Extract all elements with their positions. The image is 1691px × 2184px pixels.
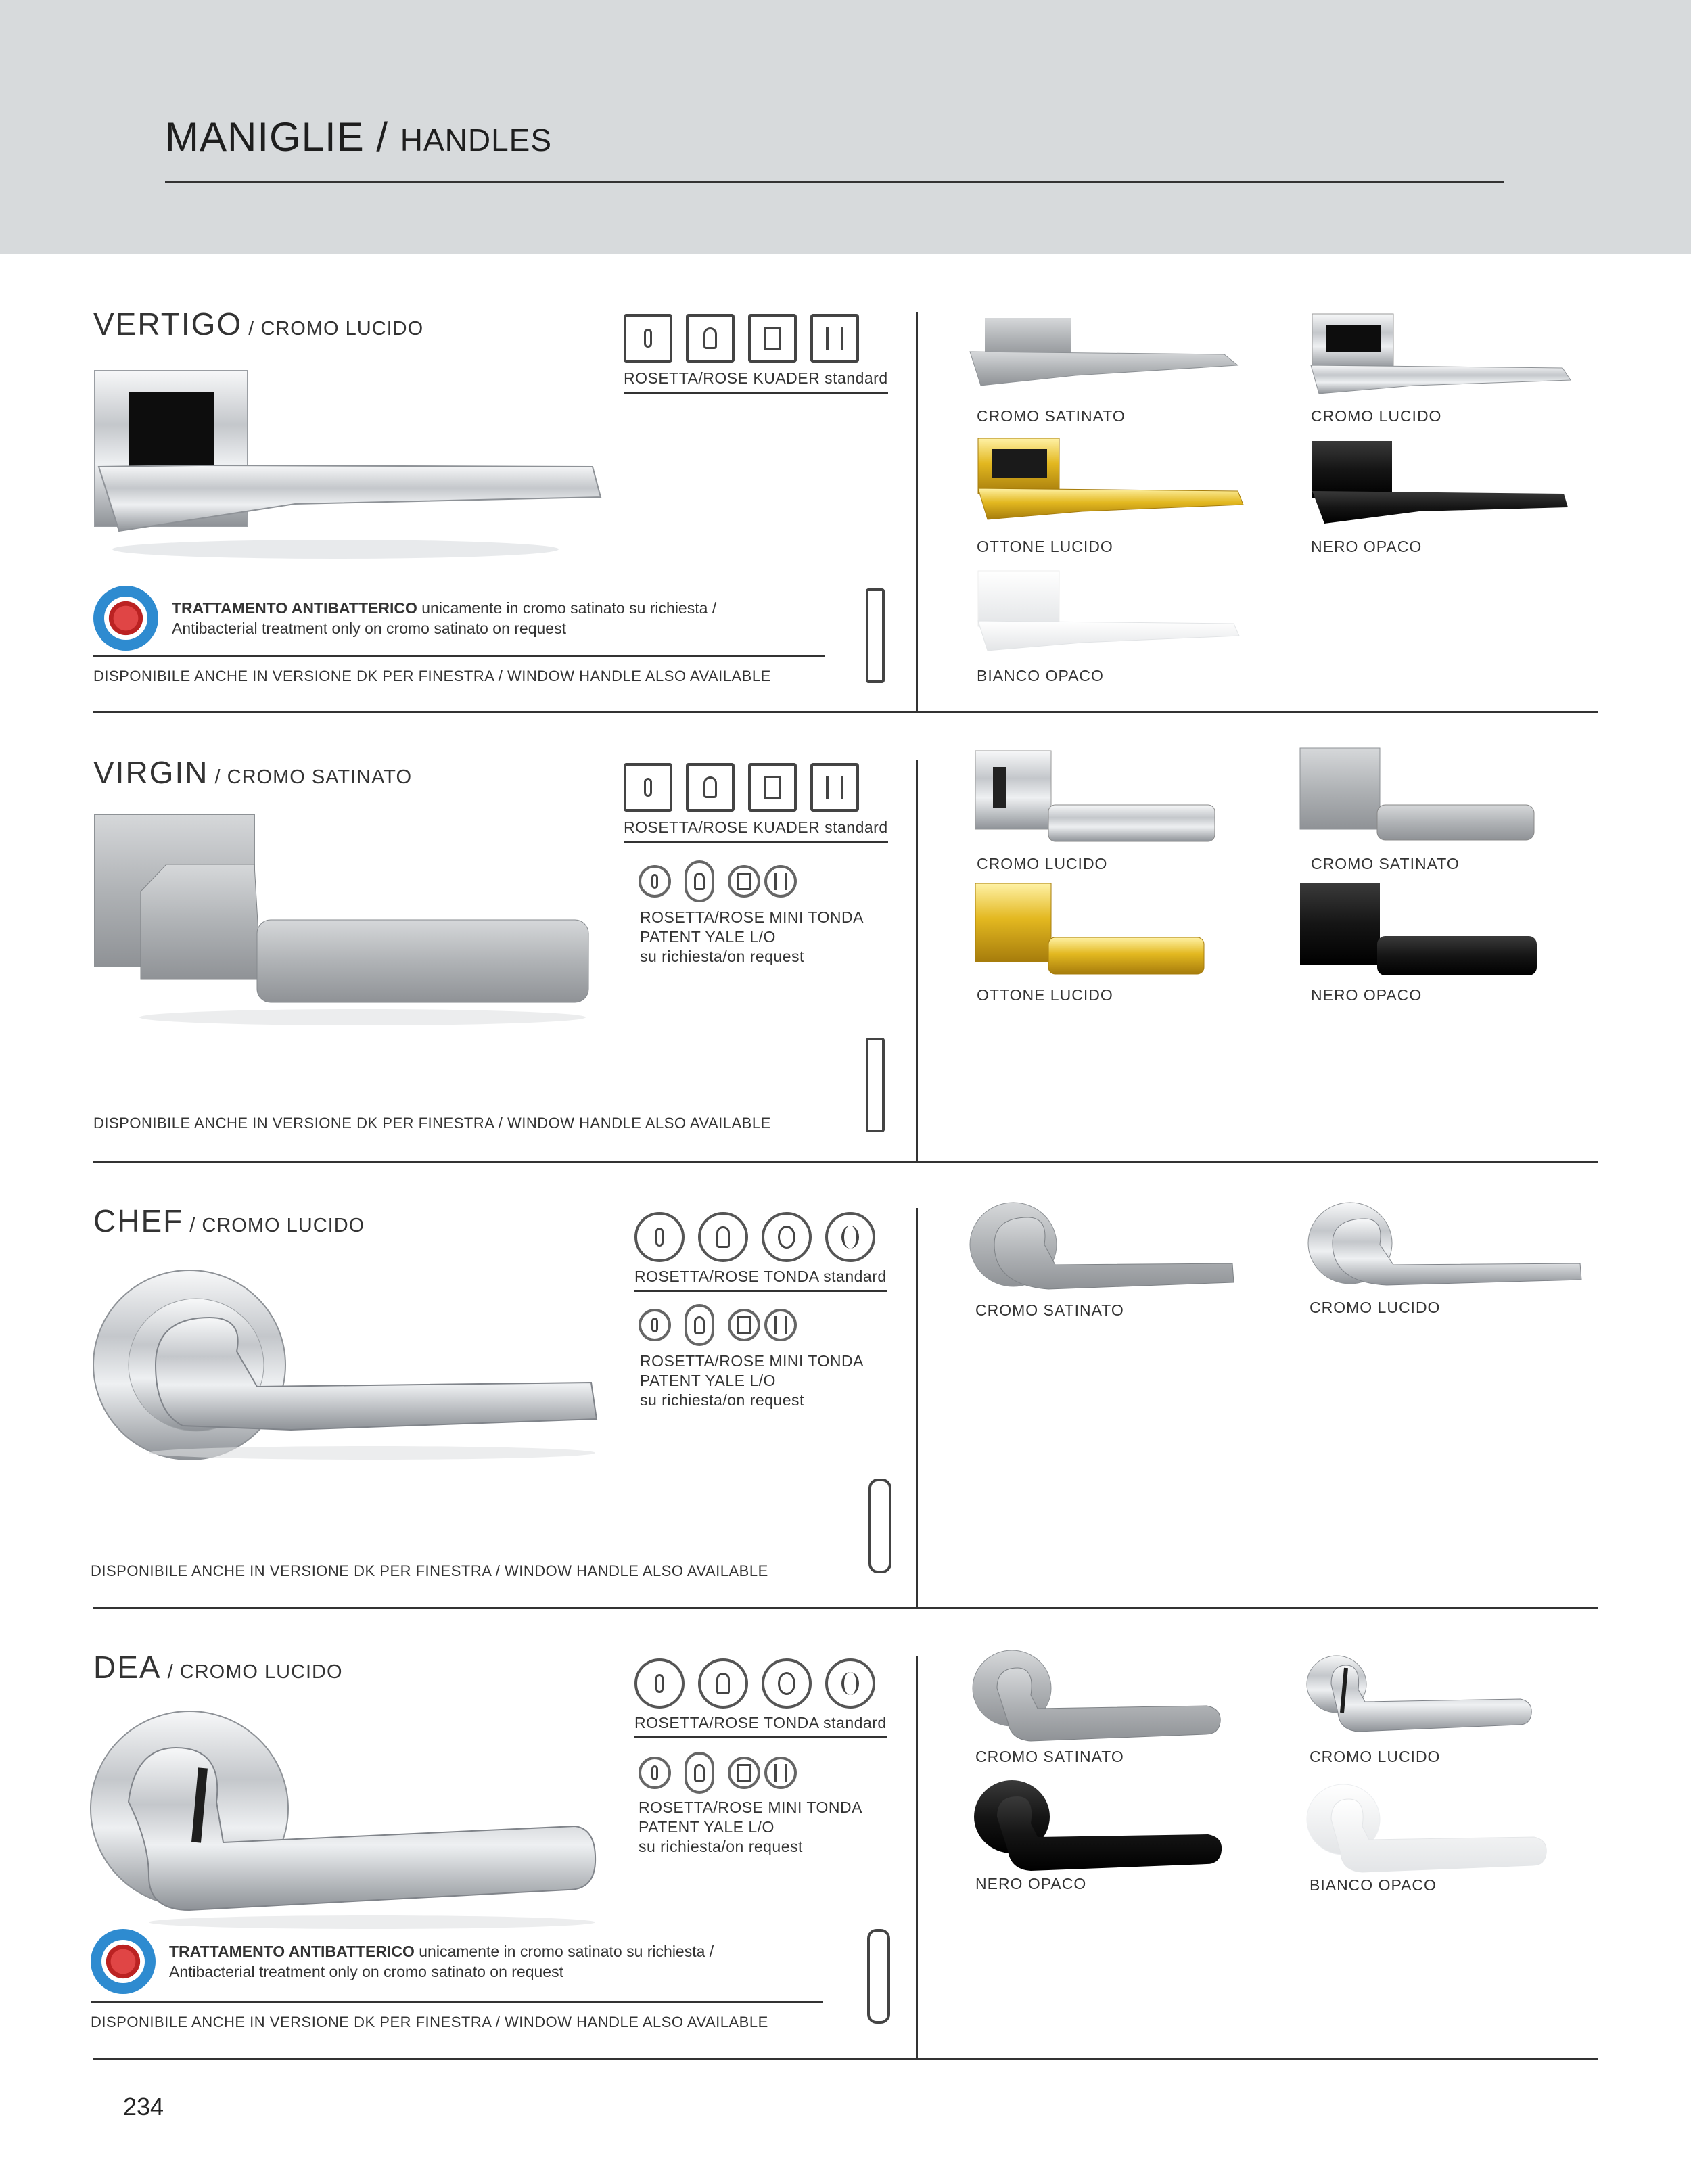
antibacterial-note: TRATTAMENTO ANTIBATTERICO unicamente in cromo satinato su richiesta / Antibacterial treatment only on cromo satinato on request [93, 586, 716, 651]
section-divider [93, 2058, 1598, 2060]
window-handle-icon [867, 1929, 890, 2024]
dk-note: DISPONIBILE ANCHE IN VERSIONE DK PER FINESTRA / WINDOW HANDLE ALSO AVAILABLE [91, 1562, 768, 1579]
window-handle-icon [868, 1479, 891, 1573]
dk-note: DISPONIBILE ANCHE IN VERSIONE DK PER FINESTRA / WINDOW HANDLE ALSO AVAILABLE [93, 1115, 771, 1132]
variant-label: NERO OPACO [1311, 986, 1422, 1004]
variant-image-vertigo-cromo-satinato [967, 311, 1245, 399]
variant-image-vertigo-cromo-lucido [1305, 310, 1583, 398]
variant-label: CROMO LUCIDO [1310, 1299, 1441, 1316]
variant-label: NERO OPACO [1311, 538, 1422, 555]
rose-icons-mini [639, 1304, 797, 1346]
rose-mini-yale-icon [685, 860, 714, 902]
section-title-chef: CHEF / CROMO LUCIDO [93, 1203, 365, 1238]
rose-mini-lo-icon [764, 865, 797, 898]
section-title-vertigo: VERTIGO / CROMO LUCIDO [93, 306, 424, 342]
rose-lo-icon [810, 314, 859, 363]
rose-yale-icon [686, 314, 735, 363]
rose-mini-yale-icon [685, 1304, 714, 1346]
variant-label: CROMO SATINATO [975, 1301, 1124, 1319]
variant-label: OTTONE LUCIDO [977, 986, 1113, 1004]
rose-patent-icon [634, 1658, 685, 1709]
variant-label: OTTONE LUCIDO [977, 538, 1113, 555]
rose-icons-tonda [634, 1658, 875, 1709]
rose-yale-icon [698, 1658, 748, 1709]
variant-label: CROMO LUCIDO [1310, 1748, 1441, 1765]
window-handle-icon [866, 1038, 885, 1132]
variant-label: CROMO LUCIDO [1311, 407, 1442, 425]
variant-image-virgin-cromo-lucido [973, 749, 1223, 851]
section-divider-vertical [916, 760, 918, 1162]
variant-image-dea-bianco-opaco [1304, 1779, 1554, 1880]
rose-lo-icon [748, 314, 797, 363]
variant-label: CROMO LUCIDO [977, 855, 1108, 873]
rose-label: ROSETTA/ROSE TONDA standard [634, 1268, 887, 1292]
page-title: MANIGLIE / HANDLES [165, 114, 553, 160]
variant-image-vertigo-bianco-opaco [974, 570, 1251, 657]
variant-image-chef-cromo-lucido [1305, 1196, 1590, 1297]
rose-mini-lo-icon [764, 1309, 797, 1341]
rose-patent-icon [634, 1212, 685, 1262]
section-divider-vertical [916, 312, 918, 712]
section-title-dea: DEA / CROMO LUCIDO [93, 1650, 343, 1685]
main-handle-image-dea [88, 1707, 609, 1930]
rose-patent-icon [624, 763, 672, 812]
page-number: 234 [123, 2093, 164, 2120]
antibacterial-note: TRATTAMENTO ANTIBATTERICO unicamente in cromo satinato su richiesta / Antibacterial treatment only on cromo satinato on request [91, 1929, 714, 1994]
section-title-virgin: VIRGIN / CROMO SATINATO [93, 755, 413, 790]
variant-image-virgin-ottone-lucido [973, 882, 1223, 983]
rose-mini-yale-icon [685, 1752, 714, 1794]
rose-icons-kuader [624, 763, 859, 812]
section-divider [93, 1161, 1598, 1163]
antibacterial-badge-icon [93, 586, 158, 651]
rose-mini-lo-icon [728, 1757, 760, 1789]
variant-image-dea-nero-opaco [970, 1776, 1227, 1878]
rose-lo-icon [762, 1658, 812, 1709]
rose-mini-lo-icon [764, 1757, 797, 1789]
rose-mini-lo-icon [728, 1309, 760, 1341]
rose-mini-lo-icon [728, 865, 760, 898]
variant-label: CROMO SATINATO [1311, 855, 1460, 873]
variant-label: CROMO SATINATO [975, 1748, 1124, 1765]
rose-label: ROSETTA/ROSE KUADER standard [624, 369, 888, 394]
variant-label: CROMO SATINATO [977, 407, 1126, 425]
rose-label: ROSETTA/ROSE KUADER standard [624, 818, 888, 843]
variant-image-virgin-nero-opaco [1297, 882, 1548, 983]
rose-mini-patent-icon [639, 1757, 671, 1789]
header-rule [165, 181, 1504, 183]
rose-label: ROSETTA/ROSE TONDA standard [634, 1714, 887, 1738]
main-handle-image-vertigo [92, 365, 606, 568]
main-handle-image-chef [88, 1263, 609, 1466]
main-handle-image-virgin [92, 810, 606, 1033]
variant-image-dea-cromo-lucido [1304, 1648, 1541, 1749]
rose-patent-icon [624, 314, 672, 363]
variant-label: NERO OPACO [975, 1875, 1087, 1892]
rose-mini-label: ROSETTA/ROSE MINI TONDA PATENT YALE L/O su richiesta/on request [640, 908, 864, 965]
rose-mini-patent-icon [639, 865, 671, 898]
rose-lo-icon [762, 1212, 812, 1262]
variant-image-vertigo-ottone-lucido [974, 437, 1251, 525]
variant-label: BIANCO OPACO [977, 667, 1104, 684]
variant-image-dea-cromo-satinato [970, 1648, 1227, 1749]
rose-lo-icon [825, 1658, 875, 1709]
section-divider-vertical [916, 1656, 918, 2058]
antibacterial-badge-icon [91, 1929, 156, 1994]
rose-icons-tonda [634, 1212, 875, 1262]
rose-yale-icon [698, 1212, 748, 1262]
rose-mini-label: ROSETTA/ROSE MINI TONDA PATENT YALE L/O su richiesta/on request [640, 1352, 864, 1409]
rose-mini-patent-icon [639, 1309, 671, 1341]
dk-note: DISPONIBILE ANCHE IN VERSIONE DK PER FINESTRA / WINDOW HANDLE ALSO AVAILABLE [91, 2001, 823, 2031]
section-divider [93, 711, 1598, 713]
rose-icons-mini [639, 1752, 797, 1794]
rose-yale-icon [686, 763, 735, 812]
rose-mini-label: ROSETTA/ROSE MINI TONDA PATENT YALE L/O su richiesta/on request [639, 1798, 862, 1855]
rose-lo-icon [748, 763, 797, 812]
rose-lo-icon [810, 763, 859, 812]
dk-note: DISPONIBILE ANCHE IN VERSIONE DK PER FINESTRA / WINDOW HANDLE ALSO AVAILABLE [93, 655, 825, 685]
variant-label: BIANCO OPACO [1310, 1876, 1437, 1894]
window-handle-icon [866, 588, 885, 683]
rose-icons-mini [639, 860, 797, 902]
variant-image-vertigo-nero-opaco [1311, 440, 1588, 528]
rose-lo-icon [825, 1212, 875, 1262]
section-divider-vertical [916, 1208, 918, 1608]
variant-image-virgin-cromo-satinato [1297, 747, 1548, 848]
rose-icons-kuader [624, 314, 859, 363]
section-divider [93, 1607, 1598, 1609]
variant-image-chef-cromo-satinato [967, 1197, 1238, 1299]
